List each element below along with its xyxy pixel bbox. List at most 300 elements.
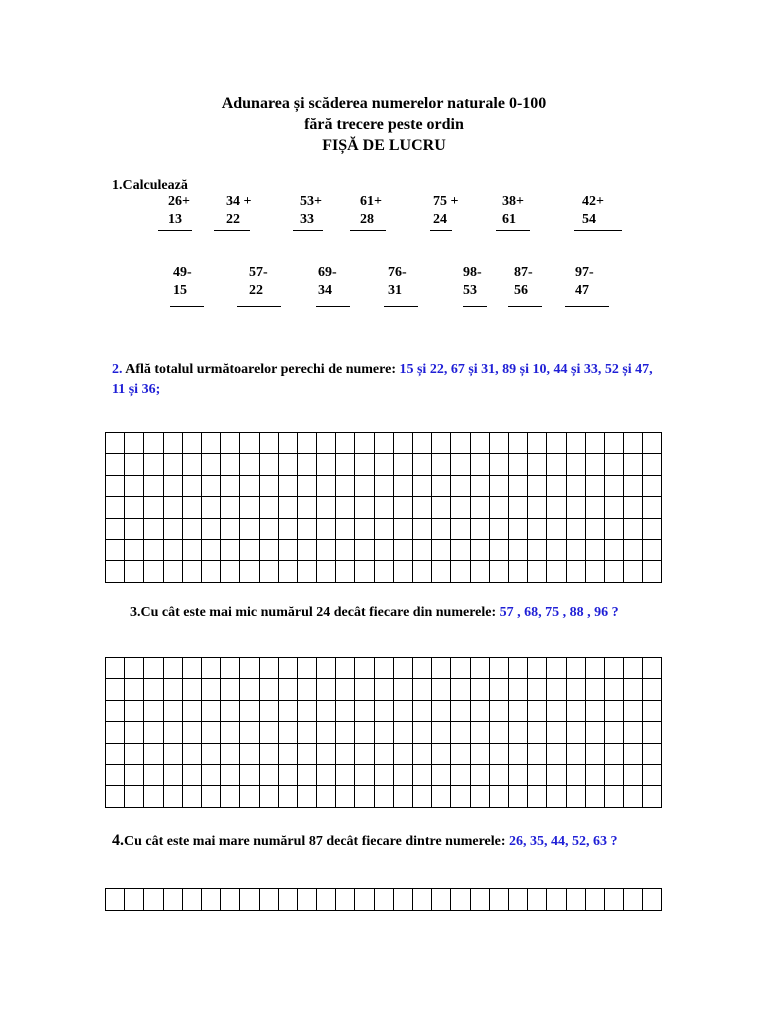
grid-cell[interactable] (509, 679, 528, 700)
grid-cell[interactable] (394, 701, 413, 722)
grid-cell[interactable] (605, 540, 624, 561)
grid-cell[interactable] (528, 540, 547, 561)
grid-cell[interactable] (240, 889, 259, 911)
grid-cell[interactable] (240, 722, 259, 743)
grid-cell[interactable] (279, 519, 298, 540)
grid-cell[interactable] (164, 540, 183, 561)
grid-cell[interactable] (413, 433, 432, 454)
grid-cell[interactable] (240, 476, 259, 497)
grid-cell[interactable] (183, 658, 202, 679)
grid-cell[interactable] (298, 889, 317, 911)
grid-cell[interactable] (279, 701, 298, 722)
grid-cell[interactable] (106, 497, 125, 518)
grid-cell[interactable] (567, 889, 586, 911)
grid-cell[interactable] (547, 786, 566, 807)
grid-cell[interactable] (394, 497, 413, 518)
grid-cell[interactable] (298, 433, 317, 454)
grid-cell[interactable] (183, 679, 202, 700)
grid-cell[interactable] (375, 701, 394, 722)
grid-cell[interactable] (317, 765, 336, 786)
grid-cell[interactable] (624, 519, 643, 540)
grid-cell[interactable] (567, 540, 586, 561)
grid-cell[interactable] (375, 658, 394, 679)
grid-cell[interactable] (586, 744, 605, 765)
grid-cell[interactable] (202, 658, 221, 679)
grid-cell[interactable] (605, 561, 624, 582)
grid-cell[interactable] (183, 765, 202, 786)
grid-cell[interactable] (624, 701, 643, 722)
grid-cell[interactable] (317, 722, 336, 743)
grid-cell[interactable] (298, 765, 317, 786)
grid-cell[interactable] (490, 889, 509, 911)
grid-cell[interactable] (183, 433, 202, 454)
grid-cell[interactable] (567, 679, 586, 700)
grid-cell[interactable] (164, 679, 183, 700)
grid-cell[interactable] (298, 722, 317, 743)
grid-cell[interactable] (298, 476, 317, 497)
grid-cell[interactable] (164, 497, 183, 518)
grid-cell[interactable] (144, 519, 163, 540)
grid-cell[interactable] (125, 497, 144, 518)
grid-cell[interactable] (624, 433, 643, 454)
grid-cell[interactable] (336, 658, 355, 679)
grid-cell[interactable] (471, 889, 490, 911)
grid-cell[interactable] (106, 519, 125, 540)
grid-cell[interactable] (240, 765, 259, 786)
grid-cell[interactable] (643, 679, 662, 700)
answer-grid-2[interactable] (105, 657, 662, 808)
grid-cell[interactable] (221, 454, 240, 475)
grid-cell[interactable] (432, 433, 451, 454)
grid-cell[interactable] (260, 454, 279, 475)
grid-cell[interactable] (144, 540, 163, 561)
grid-cell[interactable] (240, 786, 259, 807)
grid-cell[interactable] (509, 454, 528, 475)
grid-cell[interactable] (509, 519, 528, 540)
grid-cell[interactable] (279, 679, 298, 700)
grid-cell[interactable] (586, 497, 605, 518)
grid-cell[interactable] (432, 722, 451, 743)
grid-cell[interactable] (471, 786, 490, 807)
grid-cell[interactable] (125, 476, 144, 497)
grid-cell[interactable] (279, 765, 298, 786)
grid-cell[interactable] (586, 433, 605, 454)
grid-cell[interactable] (221, 722, 240, 743)
grid-cell[interactable] (451, 701, 470, 722)
grid-cell[interactable] (202, 476, 221, 497)
grid-cell[interactable] (432, 701, 451, 722)
grid-cell[interactable] (432, 744, 451, 765)
grid-cell[interactable] (624, 786, 643, 807)
grid-cell[interactable] (432, 889, 451, 911)
grid-cell[interactable] (394, 722, 413, 743)
grid-cell[interactable] (586, 786, 605, 807)
grid-cell[interactable] (586, 722, 605, 743)
grid-cell[interactable] (451, 765, 470, 786)
grid-cell[interactable] (144, 433, 163, 454)
grid-cell[interactable] (221, 786, 240, 807)
grid-cell[interactable] (375, 765, 394, 786)
grid-cell[interactable] (260, 561, 279, 582)
grid-cell[interactable] (221, 519, 240, 540)
grid-cell[interactable] (509, 786, 528, 807)
grid-cell[interactable] (567, 476, 586, 497)
grid-cell[interactable] (605, 765, 624, 786)
grid-cell[interactable] (567, 765, 586, 786)
grid-cell[interactable] (240, 561, 259, 582)
grid-cell[interactable] (298, 561, 317, 582)
grid-cell[interactable] (394, 519, 413, 540)
grid-cell[interactable] (586, 658, 605, 679)
grid-cell[interactable] (260, 658, 279, 679)
grid-cell[interactable] (336, 519, 355, 540)
grid-cell[interactable] (221, 744, 240, 765)
grid-cell[interactable] (355, 701, 374, 722)
grid-cell[interactable] (413, 519, 432, 540)
grid-cell[interactable] (490, 722, 509, 743)
grid-cell[interactable] (567, 519, 586, 540)
grid-cell[interactable] (528, 679, 547, 700)
grid-cell[interactable] (567, 744, 586, 765)
grid-cell[interactable] (240, 744, 259, 765)
grid-cell[interactable] (317, 519, 336, 540)
grid-cell[interactable] (164, 658, 183, 679)
grid-cell[interactable] (490, 679, 509, 700)
grid-cell[interactable] (279, 497, 298, 518)
grid-cell[interactable] (202, 454, 221, 475)
grid-cell[interactable] (432, 786, 451, 807)
grid-cell[interactable] (471, 722, 490, 743)
grid-cell[interactable] (240, 679, 259, 700)
grid-cell[interactable] (547, 561, 566, 582)
grid-cell[interactable] (202, 519, 221, 540)
grid-cell[interactable] (125, 722, 144, 743)
grid-cell[interactable] (490, 786, 509, 807)
grid-cell[interactable] (451, 786, 470, 807)
grid-cell[interactable] (106, 701, 125, 722)
grid-cell[interactable] (144, 744, 163, 765)
grid-cell[interactable] (624, 540, 643, 561)
grid-cell[interactable] (643, 765, 662, 786)
grid-cell[interactable] (643, 744, 662, 765)
grid-cell[interactable] (164, 433, 183, 454)
grid-cell[interactable] (164, 454, 183, 475)
grid-cell[interactable] (317, 701, 336, 722)
answer-grid-3[interactable] (105, 888, 662, 911)
grid-cell[interactable] (240, 519, 259, 540)
grid-cell[interactable] (547, 497, 566, 518)
grid-cell[interactable] (451, 454, 470, 475)
grid-cell[interactable] (240, 497, 259, 518)
grid-cell[interactable] (605, 786, 624, 807)
grid-cell[interactable] (509, 889, 528, 911)
grid-cell[interactable] (336, 744, 355, 765)
grid-cell[interactable] (125, 658, 144, 679)
grid-cell[interactable] (202, 561, 221, 582)
grid-cell[interactable] (125, 889, 144, 911)
grid-cell[interactable] (413, 679, 432, 700)
grid-cell[interactable] (355, 561, 374, 582)
grid-cell[interactable] (586, 765, 605, 786)
grid-cell[interactable] (528, 701, 547, 722)
grid-cell[interactable] (106, 561, 125, 582)
grid-cell[interactable] (547, 889, 566, 911)
grid-cell[interactable] (164, 744, 183, 765)
grid-cell[interactable] (490, 744, 509, 765)
grid-cell[interactable] (317, 658, 336, 679)
grid-cell[interactable] (490, 765, 509, 786)
grid-cell[interactable] (528, 519, 547, 540)
grid-cell[interactable] (528, 433, 547, 454)
grid-cell[interactable] (547, 658, 566, 679)
grid-cell[interactable] (413, 497, 432, 518)
grid-cell[interactable] (183, 476, 202, 497)
grid-cell[interactable] (624, 679, 643, 700)
grid-cell[interactable] (221, 433, 240, 454)
grid-cell[interactable] (317, 433, 336, 454)
grid-cell[interactable] (106, 765, 125, 786)
grid-cell[interactable] (202, 786, 221, 807)
grid-cell[interactable] (451, 722, 470, 743)
grid-cell[interactable] (355, 889, 374, 911)
grid-cell[interactable] (375, 476, 394, 497)
grid-cell[interactable] (202, 889, 221, 911)
grid-cell[interactable] (298, 679, 317, 700)
grid-cell[interactable] (643, 540, 662, 561)
grid-cell[interactable] (605, 519, 624, 540)
grid-cell[interactable] (528, 889, 547, 911)
grid-cell[interactable] (586, 889, 605, 911)
grid-cell[interactable] (413, 454, 432, 475)
grid-cell[interactable] (375, 786, 394, 807)
grid-cell[interactable] (317, 679, 336, 700)
grid-cell[interactable] (240, 701, 259, 722)
grid-cell[interactable] (605, 722, 624, 743)
grid-cell[interactable] (547, 722, 566, 743)
grid-cell[interactable] (547, 454, 566, 475)
grid-cell[interactable] (260, 679, 279, 700)
grid-cell[interactable] (279, 540, 298, 561)
grid-cell[interactable] (528, 765, 547, 786)
grid-cell[interactable] (106, 433, 125, 454)
grid-cell[interactable] (336, 561, 355, 582)
grid-cell[interactable] (279, 433, 298, 454)
grid-cell[interactable] (260, 540, 279, 561)
grid-cell[interactable] (336, 433, 355, 454)
grid-cell[interactable] (106, 476, 125, 497)
grid-cell[interactable] (528, 561, 547, 582)
grid-cell[interactable] (624, 497, 643, 518)
grid-cell[interactable] (394, 433, 413, 454)
grid-cell[interactable] (125, 433, 144, 454)
grid-cell[interactable] (164, 786, 183, 807)
grid-cell[interactable] (413, 561, 432, 582)
grid-cell[interactable] (144, 658, 163, 679)
grid-cell[interactable] (375, 497, 394, 518)
grid-cell[interactable] (490, 497, 509, 518)
grid-cell[interactable] (279, 561, 298, 582)
grid-cell[interactable] (471, 454, 490, 475)
grid-cell[interactable] (260, 765, 279, 786)
grid-cell[interactable] (451, 519, 470, 540)
grid-cell[interactable] (375, 889, 394, 911)
grid-cell[interactable] (605, 889, 624, 911)
grid-cell[interactable] (528, 722, 547, 743)
grid-cell[interactable] (432, 519, 451, 540)
grid-cell[interactable] (164, 701, 183, 722)
grid-cell[interactable] (471, 519, 490, 540)
grid-cell[interactable] (547, 540, 566, 561)
grid-cell[interactable] (432, 658, 451, 679)
grid-cell[interactable] (279, 722, 298, 743)
grid-cell[interactable] (413, 722, 432, 743)
grid-cell[interactable] (144, 476, 163, 497)
grid-cell[interactable] (260, 701, 279, 722)
grid-cell[interactable] (509, 765, 528, 786)
grid-cell[interactable] (355, 744, 374, 765)
grid-cell[interactable] (221, 476, 240, 497)
grid-cell[interactable] (567, 497, 586, 518)
grid-cell[interactable] (355, 519, 374, 540)
grid-cell[interactable] (355, 476, 374, 497)
grid-cell[interactable] (144, 497, 163, 518)
grid-cell[interactable] (413, 658, 432, 679)
grid-cell[interactable] (509, 497, 528, 518)
grid-cell[interactable] (586, 701, 605, 722)
grid-cell[interactable] (586, 476, 605, 497)
grid-cell[interactable] (144, 561, 163, 582)
grid-cell[interactable] (509, 658, 528, 679)
grid-cell[interactable] (298, 701, 317, 722)
grid-cell[interactable] (509, 476, 528, 497)
grid-cell[interactable] (547, 519, 566, 540)
grid-cell[interactable] (509, 701, 528, 722)
grid-cell[interactable] (164, 889, 183, 911)
grid-cell[interactable] (490, 433, 509, 454)
grid-cell[interactable] (451, 744, 470, 765)
grid-cell[interactable] (567, 658, 586, 679)
grid-cell[interactable] (317, 497, 336, 518)
grid-cell[interactable] (317, 889, 336, 911)
grid-cell[interactable] (471, 744, 490, 765)
grid-cell[interactable] (183, 701, 202, 722)
grid-cell[interactable] (260, 476, 279, 497)
grid-cell[interactable] (643, 722, 662, 743)
grid-cell[interactable] (125, 679, 144, 700)
grid-cell[interactable] (125, 454, 144, 475)
grid-cell[interactable] (605, 658, 624, 679)
grid-cell[interactable] (125, 786, 144, 807)
grid-cell[interactable] (490, 701, 509, 722)
grid-cell[interactable] (451, 433, 470, 454)
grid-cell[interactable] (183, 497, 202, 518)
grid-cell[interactable] (643, 519, 662, 540)
grid-cell[interactable] (260, 744, 279, 765)
grid-cell[interactable] (547, 701, 566, 722)
answer-grid-1[interactable] (105, 432, 662, 583)
grid-cell[interactable] (298, 519, 317, 540)
grid-cell[interactable] (547, 433, 566, 454)
grid-cell[interactable] (432, 765, 451, 786)
grid-cell[interactable] (202, 679, 221, 700)
grid-cell[interactable] (567, 701, 586, 722)
grid-cell[interactable] (298, 497, 317, 518)
grid-cell[interactable] (355, 658, 374, 679)
grid-cell[interactable] (298, 658, 317, 679)
grid-cell[interactable] (624, 561, 643, 582)
grid-cell[interactable] (298, 454, 317, 475)
grid-cell[interactable] (432, 679, 451, 700)
grid-cell[interactable] (106, 889, 125, 911)
grid-cell[interactable] (336, 540, 355, 561)
grid-cell[interactable] (260, 889, 279, 911)
grid-cell[interactable] (375, 519, 394, 540)
grid-cell[interactable] (375, 679, 394, 700)
grid-cell[interactable] (279, 786, 298, 807)
grid-cell[interactable] (202, 701, 221, 722)
grid-cell[interactable] (471, 540, 490, 561)
grid-cell[interactable] (586, 540, 605, 561)
grid-cell[interactable] (509, 540, 528, 561)
grid-cell[interactable] (375, 540, 394, 561)
grid-cell[interactable] (605, 433, 624, 454)
grid-cell[interactable] (221, 540, 240, 561)
grid-cell[interactable] (202, 433, 221, 454)
grid-cell[interactable] (432, 497, 451, 518)
grid-cell[interactable] (413, 476, 432, 497)
grid-cell[interactable] (240, 658, 259, 679)
grid-cell[interactable] (451, 540, 470, 561)
grid-cell[interactable] (336, 786, 355, 807)
grid-cell[interactable] (567, 786, 586, 807)
grid-cell[interactable] (490, 658, 509, 679)
grid-cell[interactable] (221, 679, 240, 700)
grid-cell[interactable] (547, 765, 566, 786)
grid-cell[interactable] (260, 519, 279, 540)
grid-cell[interactable] (394, 786, 413, 807)
grid-cell[interactable] (394, 476, 413, 497)
grid-cell[interactable] (317, 786, 336, 807)
grid-cell[interactable] (355, 433, 374, 454)
grid-cell[interactable] (106, 786, 125, 807)
grid-cell[interactable] (413, 889, 432, 911)
grid-cell[interactable] (355, 540, 374, 561)
grid-cell[interactable] (471, 679, 490, 700)
grid-cell[interactable] (164, 476, 183, 497)
grid-cell[interactable] (106, 540, 125, 561)
grid-cell[interactable] (375, 561, 394, 582)
grid-cell[interactable] (394, 765, 413, 786)
grid-cell[interactable] (183, 786, 202, 807)
grid-cell[interactable] (605, 744, 624, 765)
grid-cell[interactable] (164, 561, 183, 582)
grid-cell[interactable] (394, 454, 413, 475)
grid-cell[interactable] (451, 476, 470, 497)
grid-cell[interactable] (106, 722, 125, 743)
grid-cell[interactable] (471, 561, 490, 582)
grid-cell[interactable] (567, 433, 586, 454)
grid-cell[interactable] (106, 658, 125, 679)
grid-cell[interactable] (106, 679, 125, 700)
grid-cell[interactable] (586, 561, 605, 582)
grid-cell[interactable] (605, 476, 624, 497)
grid-cell[interactable] (451, 889, 470, 911)
grid-cell[interactable] (355, 765, 374, 786)
grid-cell[interactable] (202, 765, 221, 786)
grid-cell[interactable] (183, 722, 202, 743)
grid-cell[interactable] (490, 476, 509, 497)
grid-cell[interactable] (355, 497, 374, 518)
